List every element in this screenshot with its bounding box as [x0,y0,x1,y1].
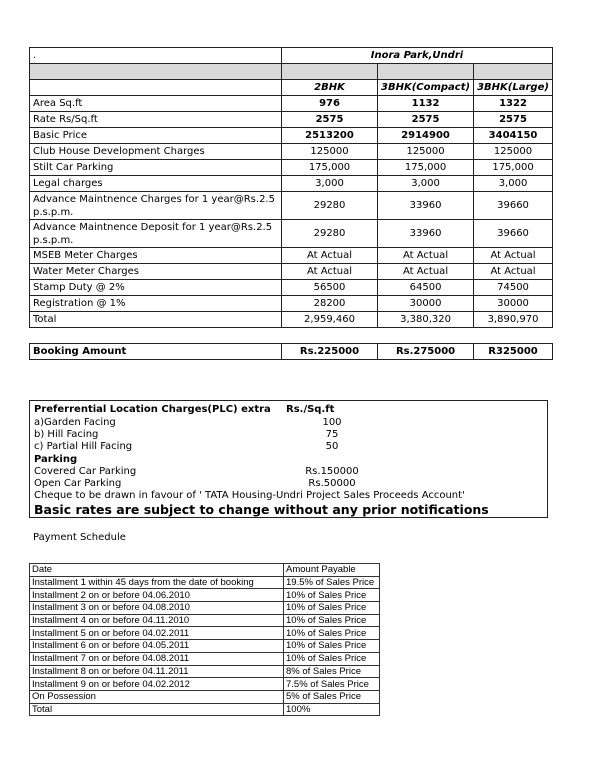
spacer-cell [378,328,474,344]
gray-band-row [30,64,553,80]
spacer-cell [30,328,282,344]
price-row [30,96,553,112]
price-cell: 33960 [378,220,474,248]
price-cell: 33960 [378,192,474,220]
schedule-date: Installment 2 on or before 04.06.2010 [30,589,284,602]
price-cell: At Actual [282,264,378,280]
price-cell: 2575 [378,112,474,128]
gray-cell [378,64,474,80]
schedule-row [30,678,380,691]
schedule-date: Installment 7 on or before 04.08.2011 [30,652,284,665]
gray-cell [30,64,282,80]
price-row [30,192,553,220]
plc-unit: Rs./Sq.ft [286,404,335,415]
price-cell: 30000 [378,296,474,312]
schedule-row [30,602,380,615]
price-row-label: Stilt Car Parking [30,160,282,176]
price-row-label: Advance Maintnence Charges for 1 year@Rs.2.5 p.s.p.m. [30,192,282,220]
price-cell: 2,959,460 [282,312,378,328]
price-row [30,264,553,280]
price-cell: 2575 [474,112,553,128]
plc-item-label: b) Hill Facing [34,429,99,440]
schedule-date: Total [30,703,284,716]
price-cell: 29280 [282,192,378,220]
parking-label: Covered Car Parking [34,466,137,477]
price-cell: 74500 [474,280,553,296]
price-cell: 125000 [282,144,378,160]
booking-amount: Rs.275000 [378,344,474,360]
schedule-date: Installment 9 on or before 04.02.2012 [30,678,284,691]
price-row-label: Rate Rs/Sq.ft [30,112,282,128]
price-cell: 3,000 [378,176,474,192]
schedule-amount: 10% of Sales Price [284,602,380,615]
price-cell: 39660 [474,192,553,220]
schedule-header-row [30,564,380,577]
plc-item-value: 75 [325,429,339,440]
price-cell: 3,380,320 [378,312,474,328]
schedule-row [30,703,380,716]
schedule-date: Installment 8 on or before 04.11.2011 [30,665,284,678]
schedule-row [30,652,380,665]
schedule-date: Installment 6 on or before 04.05.2011 [30,640,284,653]
plc-title: Preferrential Location Charges(PLC) extra [34,404,271,415]
price-cell: 1132 [378,96,474,112]
price-row [30,220,553,248]
price-cell: 125000 [474,144,553,160]
booking-amount: R325000 [474,344,553,360]
price-row-label: Total [30,312,282,328]
price-cell: 2513200 [282,128,378,144]
price-cell: 3,000 [474,176,553,192]
price-row-label: Legal charges [30,176,282,192]
schedule-amount: 19.5% of Sales Price [284,576,380,589]
price-row [30,248,553,264]
price-cell: 1322 [474,96,553,112]
price-row [30,144,553,160]
price-row [30,160,553,176]
price-cell: 39660 [474,220,553,248]
schedule-date: On Possession [30,690,284,703]
rates-notice: Basic rates are subject to change without any prior notifications [34,502,489,517]
project-header-row [30,48,553,64]
price-cell: 175,000 [474,160,553,176]
payment-schedule-title: Payment Schedule [33,532,126,543]
price-cell: 29280 [282,220,378,248]
price-cell: 56500 [282,280,378,296]
price-row-label: Club House Development Charges [30,144,282,160]
schedule-amount: 7.5% of Sales Price [284,678,380,691]
plc-item-label: a)Garden Facing [34,417,116,428]
schedule-date: Installment 1 within 45 days from the date of booking [30,576,284,589]
booking-amount: Rs.225000 [282,344,378,360]
price-cell: At Actual [378,248,474,264]
booking-label: Booking Amount [30,344,282,360]
schedule-header-amount: Amount Payable [284,564,380,577]
schedule-row [30,627,380,640]
col-3bhk-large: 3BHK(Large) [474,80,553,96]
price-cell: 175,000 [282,160,378,176]
schedule-row [30,690,380,703]
price-cell: At Actual [474,264,553,280]
schedule-amount: 10% of Sales Price [284,614,380,627]
parking-label: Open Car Parking [34,478,122,489]
price-cell: At Actual [474,248,553,264]
price-cell: 64500 [378,280,474,296]
parking-title: Parking [34,454,78,465]
price-row-label: Stamp Duty @ 2% [30,280,282,296]
schedule-amount: 8% of Sales Price [284,665,380,678]
price-row [30,112,553,128]
price-row-label: Registration @ 1% [30,296,282,312]
gray-cell [282,64,378,80]
price-row [30,312,553,328]
price-table [29,47,553,360]
project-name: Inora Park,Undri [282,48,553,64]
price-row-label: Basic Price [30,128,282,144]
price-row-label: Water Meter Charges [30,264,282,280]
parking-value: Rs.150000 [305,466,359,477]
plc-item-value: 50 [325,441,339,452]
schedule-date: Installment 4 on or before 04.11.2010 [30,614,284,627]
price-cell: 2575 [282,112,378,128]
schedule-amount: 10% of Sales Price [284,627,380,640]
schedule-amount: 10% of Sales Price [284,589,380,602]
price-row [30,296,553,312]
price-row-label: MSEB Meter Charges [30,248,282,264]
schedule-date: Installment 3 on or before 04.08.2010 [30,602,284,615]
price-cell: 175,000 [378,160,474,176]
gray-cell [474,64,553,80]
dot-cell: . [30,48,282,64]
plc-item-value: 100 [322,417,342,428]
schedule-amount: 10% of Sales Price [284,652,380,665]
col-3bhk-compact: 3BHK(Compact) [378,80,474,96]
schedule-row [30,640,380,653]
price-cell: 3404150 [474,128,553,144]
parking-value: Rs.50000 [308,478,356,489]
col-2bhk: 2BHK [282,80,378,96]
price-row [30,280,553,296]
price-sheet [29,47,553,360]
price-cell: At Actual [378,264,474,280]
spacer-row [30,328,553,344]
payment-schedule-table [29,563,380,716]
booking-row [30,344,553,360]
schedule-header-date: Date [30,564,284,577]
cheque-note: Cheque to be drawn in favour of ' TATA Housing-Undri Project Sales Proceeds Account' [34,490,465,501]
price-cell: 3,000 [282,176,378,192]
schedule-row [30,665,380,678]
price-row [30,128,553,144]
price-row-label: Area Sq.ft [30,96,282,112]
spacer-cell [282,328,378,344]
schedule-amount: 5% of Sales Price [284,690,380,703]
price-cell: 30000 [474,296,553,312]
schedule-date: Installment 5 on or before 04.02.2011 [30,627,284,640]
price-cell: 28200 [282,296,378,312]
price-cell: 2914900 [378,128,474,144]
schedule-row [30,614,380,627]
schedule-amount: 100% [284,703,380,716]
schedule-amount: 10% of Sales Price [284,640,380,653]
price-cell: 125000 [378,144,474,160]
price-cell: 3,890,970 [474,312,553,328]
spacer-cell [474,328,553,344]
schedule-row [30,589,380,602]
price-cell: 976 [282,96,378,112]
unit-type-header-row [30,80,553,96]
plc-item-label: c) Partial Hill Facing [34,441,133,452]
price-row [30,176,553,192]
schedule-row [30,576,380,589]
price-cell: At Actual [282,248,378,264]
blank-cell [30,80,282,96]
plc-section [29,400,548,518]
price-row-label: Advance Maintnence Deposit for 1 year@Rs.2.5 p.s.p.m. [30,220,282,248]
